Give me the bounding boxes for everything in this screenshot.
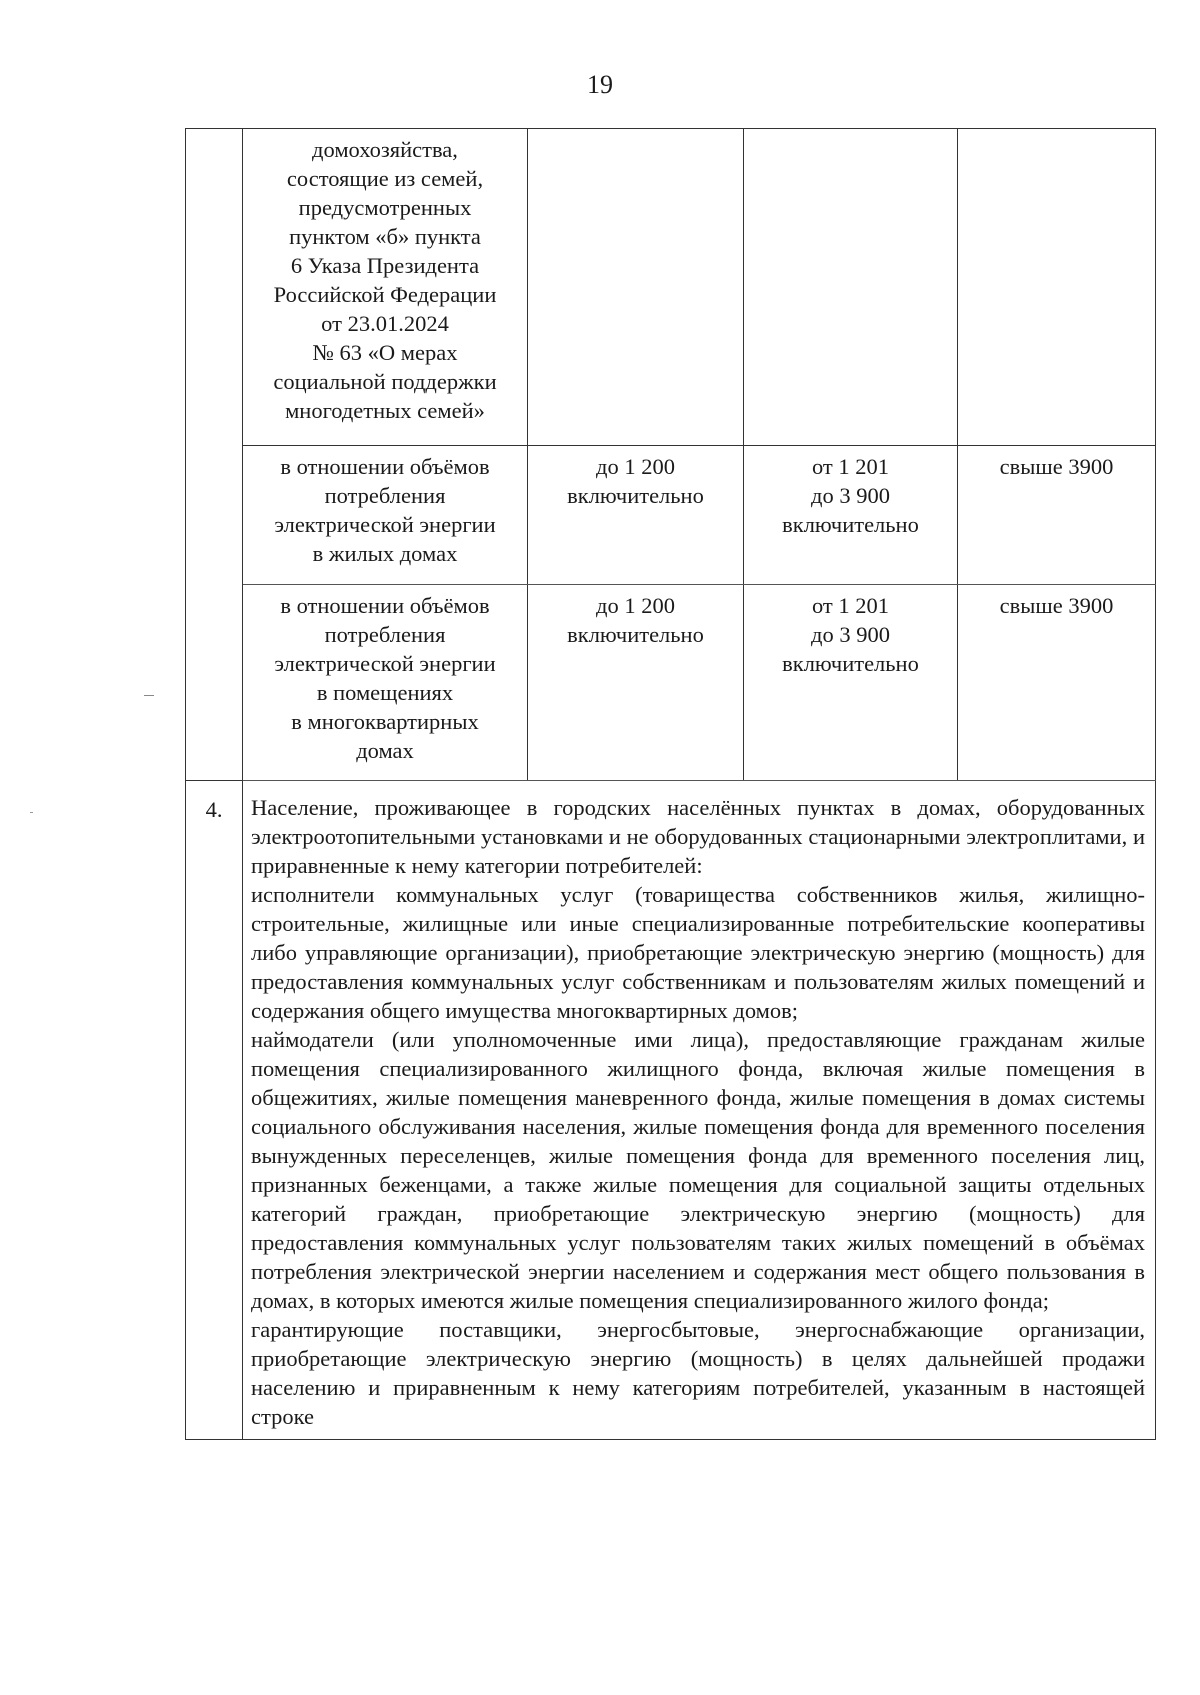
row-number-cell — [186, 129, 243, 781]
table-row — [186, 129, 1156, 446]
item-number: 4. — [186, 781, 243, 1440]
paragraph: Население, проживающее в городских населённых пунктах в домах, оборудованных электроотопительными установками и не оборудованных стационарными электроплитами, и приравненные к нему категории потребителей: — [251, 795, 1145, 878]
table-row — [186, 585, 1156, 781]
category-description: в отношении объёмов потребления электрической энергии в помещениях в многоквартирных домах — [243, 585, 528, 781]
paragraph: исполнители коммунальных услуг (товарищества собственников жилья, жилищно-строительные, жилищные или иные специализированные потребительские кооперативы либо управляющие организации), приобретающие электрическую энергию (мощность) для предоставления коммунальных услуг собственникам и пользователям жилых помещений и содержания общего имущества многоквартирных домов; — [251, 882, 1145, 1023]
scan-mark — [144, 695, 154, 696]
table-row — [186, 781, 1156, 1440]
scan-mark — [30, 812, 33, 813]
paragraph: гарантирующие поставщики, энергосбытовые, энергоснабжающие организации, приобретающие электрическую энергию (мощность) в целях дальнейшей продажи населению и приравненным к нему категориям потребителей, указанным в настоящей строке — [251, 1317, 1145, 1429]
range-2-cell: от 1 201 до 3 900 включительно — [744, 585, 958, 781]
tariff-table — [185, 128, 1156, 1440]
range-1-cell — [528, 129, 744, 446]
page-number: 19 — [587, 70, 613, 99]
range-3-cell: свыше 3900 — [958, 446, 1156, 585]
range-1-cell: до 1 200 включительно — [528, 446, 744, 585]
range-3-cell: свыше 3900 — [958, 585, 1156, 781]
category-description: в отношении объёмов потребления электрической энергии в жилых домах — [243, 446, 528, 585]
range-3-cell — [958, 129, 1156, 446]
range-2-cell — [744, 129, 958, 446]
table-row — [186, 446, 1156, 585]
range-2-cell: от 1 201 до 3 900 включительно — [744, 446, 958, 585]
item-4-text — [243, 781, 1156, 1440]
paragraph: наймодатели (или уполномоченные ими лица), предоставляющие гражданам жилые помещения специализированного жилищного фонда, включая жилые помещения в общежитиях, жилые помещения маневренного фонда, жилые помещения в домах системы социального обслуживания населения, жилые помещения фонда для временного поселения вынужденных переселенцев, жилые помещения фонда для временного поселения лиц, признанных беженцами, а также жилые помещения для социальной защиты отдельных категорий граждан, приобретающие электрическую энергию (мощность) для предоставления коммунальных услуг пользователям таких жилых помещений в объёмах потребления электрической энергии населением и содержания мест общего пользования в домах, в которых имеются жилые помещения специализированного жилого фонда; — [251, 1027, 1145, 1313]
category-description: домохозяйства, состоящие из семей, предусмотренных пунктом «б» пункта 6 Указа Президента Российской Федерации от 23.01.2024 № 63 «О мерах социальной поддержки многодетных семей» — [243, 129, 528, 446]
range-1-cell: до 1 200 включительно — [528, 585, 744, 781]
